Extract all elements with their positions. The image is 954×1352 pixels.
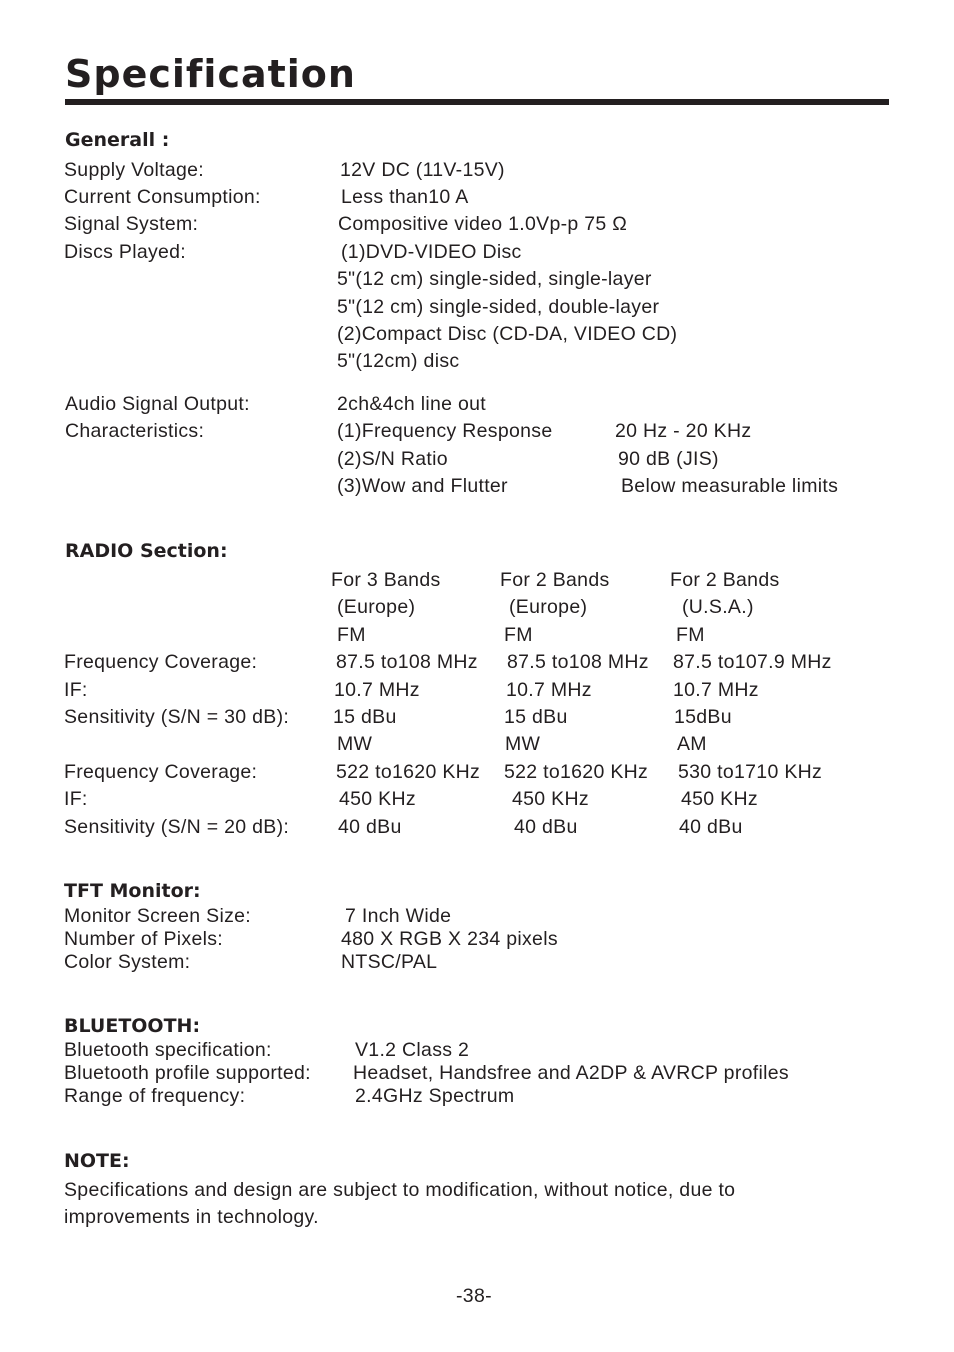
fm-row-value: 87.5 to107.9 MHz — [673, 651, 832, 673]
characteristic-value: Below measurable limits — [621, 475, 839, 497]
fm-row-label: Frequency Coverage: — [64, 651, 258, 673]
supply-voltage-value: 12V DC (11V-15V) — [340, 159, 505, 181]
radio-column-band: For 3 Bands — [331, 569, 441, 591]
title-underline — [65, 99, 889, 105]
discs-played-line: (1)DVD-VIDEO Disc — [341, 241, 522, 263]
fm-row-value: 10.7 MHz — [506, 679, 592, 701]
fm-row-value: 10.7 MHz — [334, 679, 420, 701]
bluetooth-heading: BLUETOOTH: — [64, 1015, 201, 1037]
fm-row-value: 10.7 MHz — [673, 679, 759, 701]
characteristic-name: (1)Frequency Response — [337, 420, 553, 442]
radio-column-band: For 2 Bands — [500, 569, 610, 591]
supply-voltage-label: Supply Voltage: — [64, 159, 205, 181]
general-heading: Generall : — [65, 129, 170, 151]
characteristic-name: (3)Wow and Flutter — [337, 475, 508, 497]
fm-row-value: 15dBu — [674, 706, 732, 728]
radio-heading: RADIO Section: — [65, 540, 228, 562]
fm-row-value: 15 dBu — [504, 706, 568, 728]
bluetooth-row-label: Range of frequency: — [64, 1085, 246, 1107]
am-row-value: 522 to1620 KHz — [504, 761, 649, 783]
bluetooth-row-value: Headset, Handsfree and A2DP & AVRCP profiles — [353, 1062, 789, 1084]
note-line: Specifications and design are subject to modification, without notice, due to — [64, 1179, 736, 1201]
radio-column-region: (U.S.A.) — [682, 596, 754, 618]
tft-row-value: 7 Inch Wide — [345, 905, 452, 927]
am-band-label: MW — [505, 733, 541, 755]
discs-played-line: 5"(12cm) disc — [337, 350, 460, 372]
am-row-label: IF: — [64, 788, 88, 810]
bluetooth-row-value: 2.4GHz Spectrum — [355, 1085, 515, 1107]
am-row-value: 40 dBu — [679, 816, 743, 838]
signal-system-label: Signal System: — [64, 213, 199, 235]
am-row-value: 450 KHz — [339, 788, 416, 810]
characteristic-value: 90 dB (JIS) — [618, 448, 719, 470]
fm-band-label: FM — [676, 624, 705, 646]
fm-row-value: 87.5 to108 MHz — [336, 651, 478, 673]
am-row-value: 40 dBu — [338, 816, 402, 838]
discs-played-line: (2)Compact Disc (CD-DA, VIDEO CD) — [337, 323, 678, 345]
audio-output-label: Audio Signal Output: — [65, 393, 250, 415]
tft-row-label: Monitor Screen Size: — [64, 905, 251, 927]
radio-column-region: (Europe) — [509, 596, 588, 618]
am-row-label: Frequency Coverage: — [64, 761, 258, 783]
characteristics-label: Characteristics: — [65, 420, 205, 442]
tft-row-label: Color System: — [64, 951, 191, 973]
am-band-label: AM — [677, 733, 707, 755]
radio-column-band: For 2 Bands — [670, 569, 780, 591]
tft-row-value: NTSC/PAL — [341, 951, 438, 973]
am-row-value: 530 to1710 KHz — [678, 761, 823, 783]
discs-played-label: Discs Played: — [64, 241, 187, 263]
note-heading: NOTE: — [64, 1150, 130, 1172]
bluetooth-row-label: Bluetooth specification: — [64, 1039, 272, 1061]
radio-column-region: (Europe) — [337, 596, 416, 618]
page-title: Specification — [65, 52, 356, 96]
fm-band-label: FM — [337, 624, 366, 646]
am-row-label: Sensitivity (S/N = 20 dB): — [64, 816, 290, 838]
fm-row-label: Sensitivity (S/N = 30 dB): — [64, 706, 290, 728]
bluetooth-row-label: Bluetooth profile supported: — [64, 1062, 311, 1084]
am-row-value: 450 KHz — [512, 788, 589, 810]
discs-played-line: 5"(12 cm) single-sided, double-layer — [337, 296, 660, 318]
characteristic-value: 20 Hz - 20 KHz — [615, 420, 752, 442]
fm-row-value: 15 dBu — [333, 706, 397, 728]
fm-band-label: FM — [504, 624, 533, 646]
fm-row-label: IF: — [64, 679, 88, 701]
fm-row-value: 87.5 to108 MHz — [507, 651, 649, 673]
current-consumption-label: Current Consumption: — [64, 186, 261, 208]
am-row-value: 450 KHz — [681, 788, 758, 810]
bluetooth-row-value: V1.2 Class 2 — [355, 1039, 470, 1061]
am-row-value: 40 dBu — [514, 816, 578, 838]
signal-system-value: Compositive video 1.0Vp-p 75 Ω — [338, 213, 628, 235]
tft-heading: TFT Monitor: — [64, 880, 201, 902]
characteristic-name: (2)S/N Ratio — [337, 448, 448, 470]
page-number: -38- — [456, 1285, 492, 1307]
tft-row-value: 480 X RGB X 234 pixels — [341, 928, 558, 950]
audio-output-value: 2ch&4ch line out — [337, 393, 486, 415]
am-band-label: MW — [337, 733, 373, 755]
am-row-value: 522 to1620 KHz — [336, 761, 481, 783]
discs-played-line: 5"(12 cm) single-sided, single-layer — [337, 268, 652, 290]
current-consumption-value: Less than10 A — [341, 186, 469, 208]
note-line: improvements in technology. — [64, 1206, 319, 1228]
tft-row-label: Number of Pixels: — [64, 928, 223, 950]
